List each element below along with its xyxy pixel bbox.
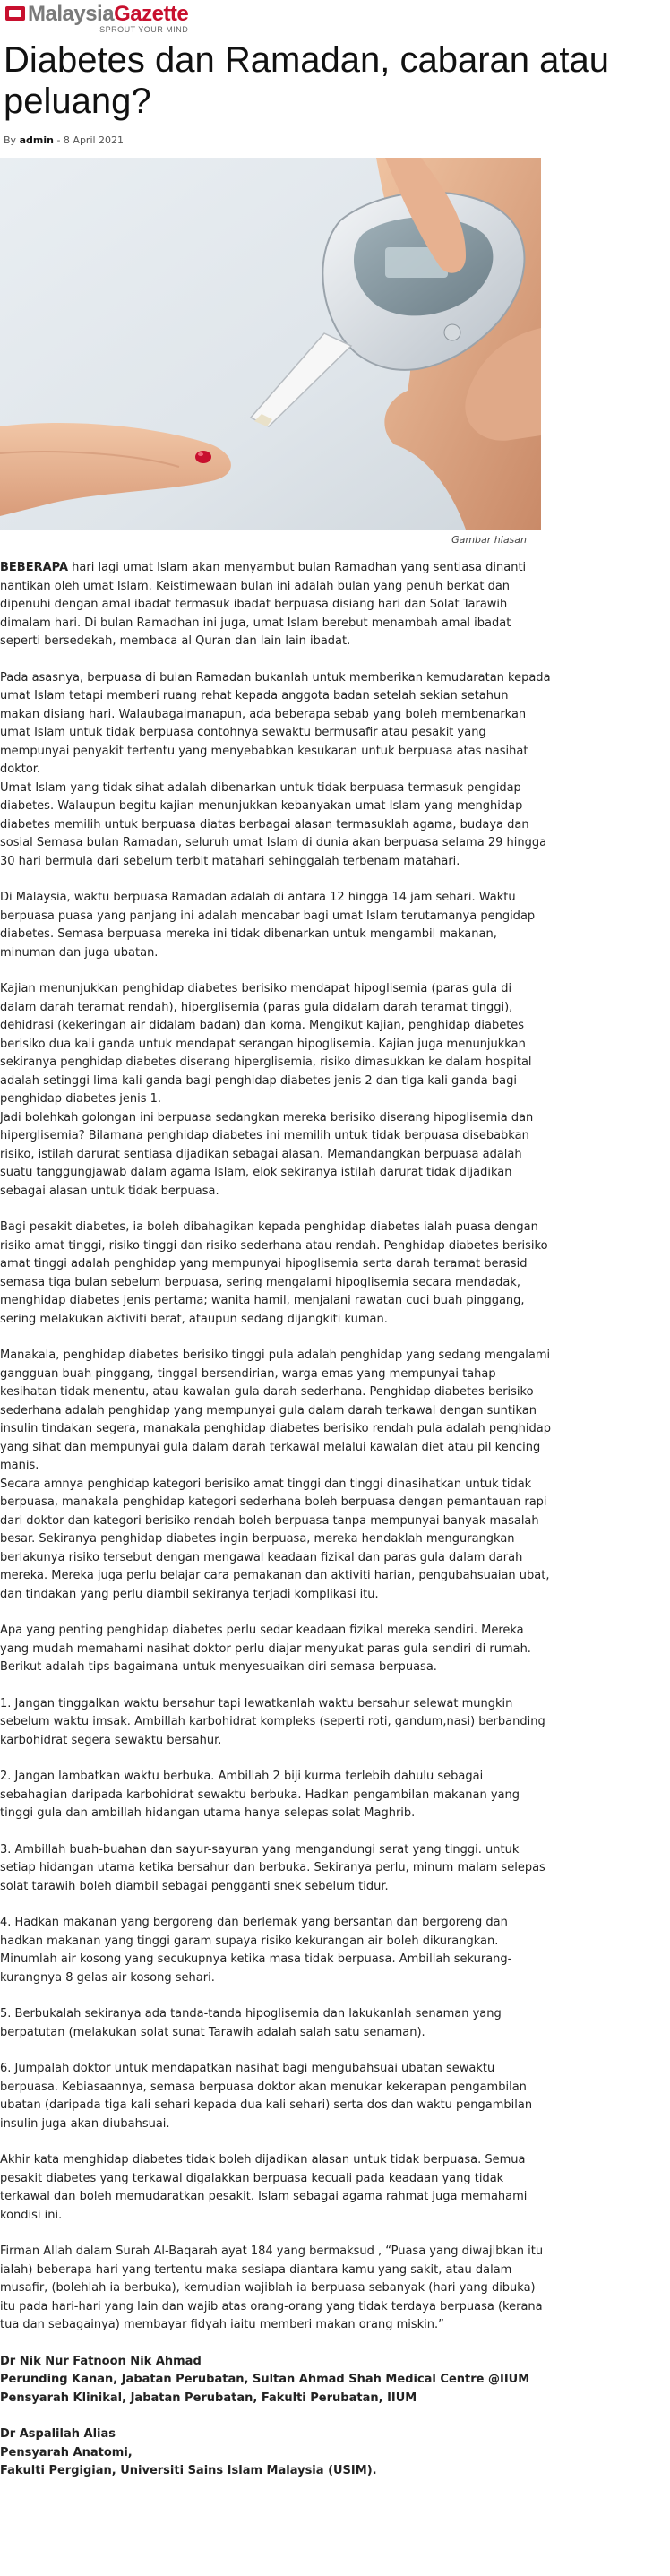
spacer	[0, 2133, 551, 2151]
byline-separator: -	[56, 134, 61, 146]
spacer	[0, 2335, 551, 2353]
tip-3: 3. Ambillah buah-buahan dan sayur-sayuran yang mengandungi serat yang tinggi. untuk setiap hidangan utama ketika bersahur dan berbuka. Sekiranya perlu, minum malam selepas solat tarawih boleh diambil sebagai pengganti snek sebelum tidur.	[0, 1842, 545, 1893]
tip-6: 6. Jumpalah doktor untuk mendapatkan nasihat bagi mengubahsuai ubatan sewaktu berpuasa. Kebiasaannya, semasa berpuasa doktor akan menukar kekerapan pengambilan ubatan (daripada tiga kali sehari kepada dua kali sehari) serta dos dan waktu pengambilan insulin juga akan diubahsuai.	[0, 2062, 533, 2131]
spacer	[0, 651, 551, 669]
tip-4: 4. Hadkan makanan yang bergoreng dan berlemak yang bersantan dan bergoreng dan hadkan makanan yang tinggi garam supaya risiko kekurangan air boleh dikurangkan. Minumlah air kosong yang secukupnya ketika masa tidak berpuasa. Ambillah sekurang-kurangnya 8 gelas air kosong sehari.	[0, 1916, 512, 1985]
author1-role-1: Perunding Kanan, Jabatan Perubatan, Sultan Ahmad Shah Medical Centre @IIUM	[0, 2373, 530, 2386]
logo-mark-icon	[5, 6, 25, 21]
spacer	[0, 2225, 551, 2243]
paragraph-10: Apa yang penting penghidap diabetes perlu sedar keadaan fizikal mereka sendiri. Mereka yang mudah memahami nasihat doktor perlu diajar menyukat paras gula sendiri di rumah. Berikut adalah tips bagaimana untuk menyesuaikan diri semasa berpuasa.	[0, 1624, 531, 1674]
spacer	[0, 962, 551, 980]
paragraph-1	[0, 559, 551, 651]
paragraph-12: Firman Allah dalam Surah Al-Baqarah ayat 184 yang bermaksud , “Puasa yang diwajibkan itu ialah) beberapa hari yang tertentu maka sesiapa diantara kamu yang sakit, atau dalam musafir, (bolehlah ia berbuka), kemudian wajiblah ia berpuasa sebanyak (hari yang dibuka) itu pada hari-hari yang lain dan wajib atas orang-orang yang tidak terdaya berpuasa (kerana tua dan sebagainya) membayar fidyah iaitu memberi makan orang miskin.”	[0, 2244, 544, 2331]
spacer	[0, 2042, 551, 2060]
paragraph-1-text: hari lagi umat Islam akan menyambut bulan Ramadhan yang sentiasa dinanti nantikan oleh umat Islam. Keistimewaan bulan ini adalah bulan yang penuh berkat dan dipenuhi dengan amal ibadat termasuk ibadat berpuasa disiang hari dan Solat Tarawih dimalam hari. Di bulan Ramadhan ini juga, umat Islam berebut menambah amal ibadat seperti bersedekah, membaca al Quran dan lain lain ibadat.	[0, 561, 527, 648]
author-link[interactable]: admin	[19, 134, 54, 146]
spacer	[0, 871, 551, 889]
spacer	[0, 1677, 551, 1695]
logo-part1: Malaysia	[28, 2, 115, 26]
spacer	[0, 1823, 551, 1841]
logo-wordmark	[28, 4, 188, 34]
paragraph-5: Kajian menunjukkan penghidap diabetes berisiko mendapat hipoglisemia (paras gula di dalam darah teramat rendah), hiperglisemia (paras gula didalam darah teramat tinggi), dehidrasi (kekeringan air didalam badan) dan koma. Mengikut kajian, penghidap diabetes berisiko dua kali ganda untuk mendapat serangan hipoglisemia. Kajian juga menunjukkan sekiranya penghidap diabetes diserang hiperglisemia, risiko dimasukkan ke dalam hospital adalah setinggi lima kali ganda bagi penghidap diabetes jenis 2 dan tiga kali ganda bagi penghidap diabetes jenis 1.	[0, 982, 532, 1106]
paragraph-8: Manakala, penghidap diabetes berisiko tinggi pula adalah penghidap yang sedang mengalami gangguan buah pinggang, tinggal bersendirian, warga emas yang mempunyai tahap kesihatan tidak menentu, atau kawalan gula darah sederhana. Penghidap diabetes berisiko sederhana adalah penghidap yang mempunyai gula dalam darah terkawal dengan suntikan insulin tindakan segera, manakala penghidap diabetes berisiko rendah pula adalah penghidap yang sihat dan mempunyai gula dalam darah terkawal melalui kawalan diet atau pil kencing manis.	[0, 1348, 551, 1472]
author2-role-2: Fakulti Pergigian, Universiti Sains Islam Malaysia (USIM).	[0, 2464, 377, 2477]
tip-2: 2. Jangan lambatkan waktu berbuka. Ambillah 2 biji kurma terlebih dahulu sebagai sebahagian daripada karbohidrat sewaktu berbuka. Hadkan pengambilan makanan yang tinggi gula dan ambillah hidangan utama hanya selepas solat Maghrib.	[0, 1770, 520, 1820]
hero-image	[0, 158, 541, 530]
tip-1: 1. Jangan tinggalkan waktu bersahur tapi lewatkanlah waktu bersahur selewat mungkin sebelum waktu imsak. Ambillah karbohidrat kompleks (seperti roti, gandum,nasi) berbanding karbohidrat segera sewaktu bersahur.	[0, 1696, 545, 1747]
byline	[4, 134, 124, 146]
paragraph-7: Bagi pesakit diabetes, ia boleh dibahagikan kepada penghidap diabetes ialah puasa dengan risiko amat tinggi, risiko tinggi dan risiko sederhana atau rendah. Penghidap diabetes berisiko amat tinggi adalah penghidap yang mempunyai hipoglisemia serta darah teramat berasid semasa tiga bulan sebelum berpuasa, sering mengalami hipoglisemia secara mendadak, menghidap diabetes jenis pertama; wanita hamil, menjalani rawatan cuci buah pinggang, sering melakukan aktiviti berat, ataupun sedang dijangkiti kuman.	[0, 1220, 548, 1326]
byline-prefix: By	[4, 134, 17, 146]
author1-name: Dr Nik Nur Fatnoon Nik Ahmad	[0, 2354, 202, 2368]
author1-role-2: Pensyarah Klinikal, Jabatan Perubatan, Fakulti Perubatan, IIUM	[0, 2391, 417, 2405]
paragraph-4: Di Malaysia, waktu berpuasa Ramadan adalah di antara 12 hingga 14 jam sehari. Waktu berpuasa puasa yang panjang ini adalah mencabar bagi umat Islam terutamanya pengidap diabetes. Semasa berpuasa mereka ini tidak dibenarkan untuk mengambil makanan, minuman dan juga ubatan.	[0, 891, 536, 960]
lead-word: BEBERAPA	[0, 561, 69, 574]
spacer	[0, 1987, 551, 2005]
spacer	[0, 1896, 551, 1914]
spacer	[0, 1201, 551, 1219]
logo-part2: Gazette	[114, 2, 189, 26]
spacer	[0, 2408, 551, 2425]
tip-5: 5. Berbukalah sekiranya ada tanda-tanda hipoglisemia dan lakukanlah senaman yang berpatutan (melakukan solat sunat Tarawih adalah salah satu senaman).	[0, 2007, 502, 2039]
paragraph-9: Secara amnya penghidap kategori berisiko amat tinggi dan tinggi dinasihatkan untuk tidak berpuasa, manakala penghidap kategori sederhana boleh berpuasa dengan pemantauan rapi dari doktor dan kategori berisiko rendah boleh berpuasa tanpa mempunyai banyak masalah besar. Sekiranya penghidap diabetes ingin berpuasa, mereka hendaklah mengurangkan berlakunya risiko tersebut dengan mengawal keadaan fizikal dan paras gula dalam darah mereka. Mereka juga perlu belajar cara pemakanan dan aktiviti harian, pengubahsuaian ubat, dan tindakan yang perlu diambil sekiranya terjadi komplikasi itu.	[0, 1477, 550, 1601]
logo-main	[28, 4, 188, 25]
paragraph-6: Jadi bolehkah golongan ini berpuasa sedangkan mereka berisiko diserang hipoglisemia dan hiperglisemia? Bilamana penghidap diabetes ini memilih untuk tidak berpuasa disebabkan risiko, istilah darurat sentiasa dijadikan sebagai alasan. Memandangkan berpuasa adalah suatu tanggungjawab dalam agama Islam, elok sekiranya istilah darurat tidak dijadikan sebagai alasan untuk tidak berpuasa.	[0, 1110, 534, 1198]
paragraph-2: Pada asasnya, berpuasa di bulan Ramadan bukanlah untuk memberikan kemudaratan kepada umat Islam tetapi memberi ruang rehat kepada anggota badan setelah sekian setahun makan disiang hari. Walaubagaimanapun, ada beberapa sebab yang boleh membenarkan umat Islam untuk tidak berpuasa contohnya sewaktu bermusafir atau pesakit yang mempunyai penyakit tertentu yang menyebabkan kesukaran untuk berpuasa atas nasihat doktor.	[0, 670, 551, 776]
image-caption: Gambar hiasan	[451, 534, 527, 546]
paragraph-3: Umat Islam yang tidak sihat adalah dibenarkan untuk tidak berpuasa termasuk pengidap diabetes. Walaupun begitu kajian menunjukkan kebanyakan umat Islam yang menghidap diabetes memilih untuk berpuasa diatas berbagai alasan termasuklah agama, budaya dan sosial Semasa bulan Ramadan, seluruh umat Islam di dunia akan berpuasa selama 29 hingga 30 hari bermula dari sebelum terbit matahari sehinggalah terbenam matahari.	[0, 780, 547, 868]
author2-role-1: Pensyarah Anatomi,	[0, 2445, 133, 2460]
site-logo[interactable]	[5, 4, 188, 34]
article-title: Diabetes dan Ramadan, cabaran atau peluang?	[4, 40, 610, 121]
author2-name: Dr Aspalilah Alias	[0, 2427, 116, 2441]
logo-tagline: SPROUT YOUR MIND	[99, 25, 189, 34]
spacer	[0, 1604, 551, 1622]
spacer	[0, 1329, 551, 1347]
glucose-meter-illustration	[0, 158, 541, 530]
spacer	[0, 1750, 551, 1768]
paragraph-11: Akhir kata menghidap diabetes tidak boleh dijadikan alasan untuk tidak berpuasa. Semua pesakit diabetes yang terkawal digalakkan berpuasa kecuali pada keadaan yang tidak terkawal dan boleh memudaratkan pesakit. Islam sebagai agama rahmat juga memahami kondisi ini.	[0, 2153, 528, 2222]
article-body	[0, 559, 551, 2481]
publish-date: 8 April 2021	[63, 134, 125, 146]
